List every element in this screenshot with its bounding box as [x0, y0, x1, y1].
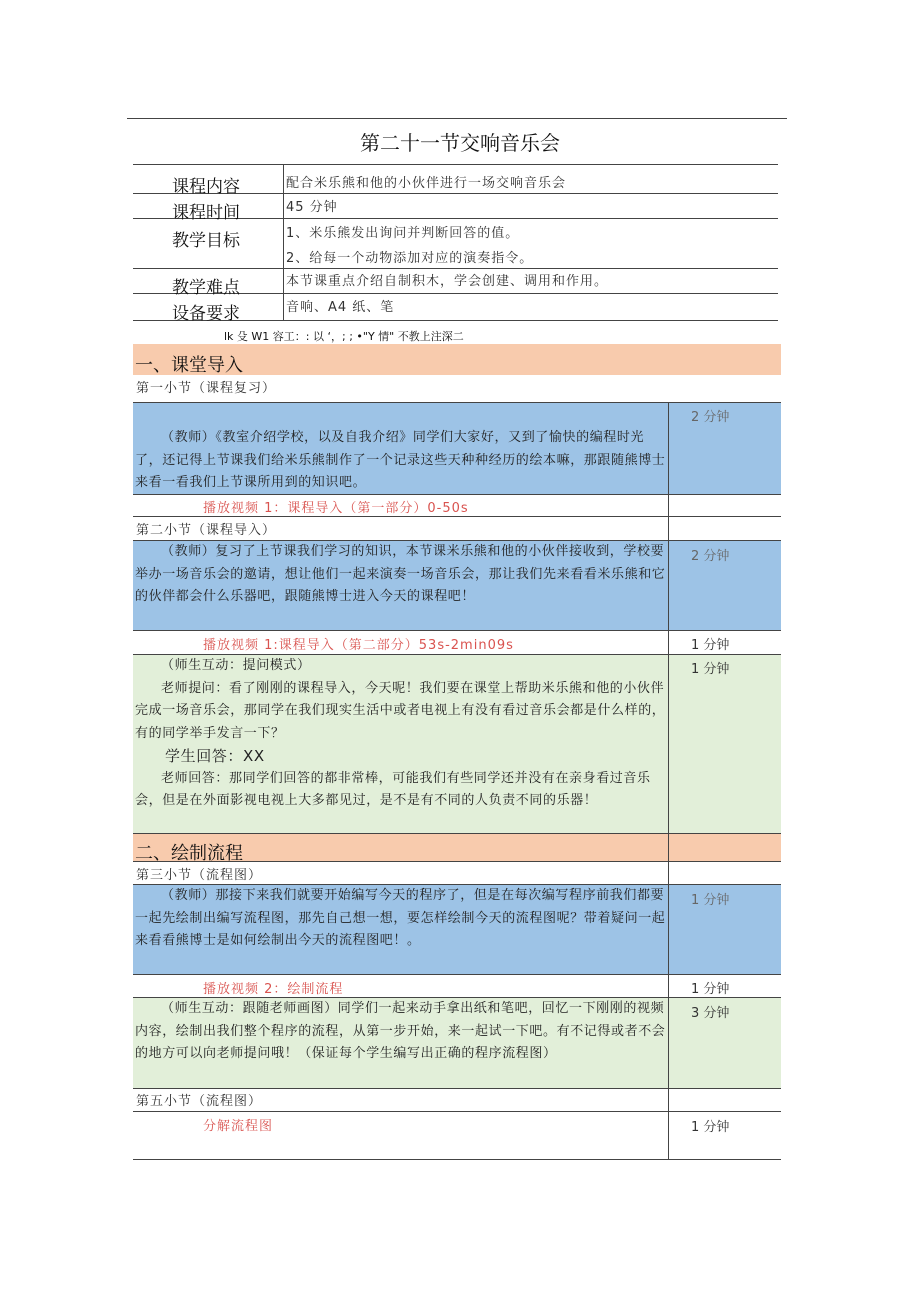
- interaction1-text: [135, 655, 667, 813]
- course-content-label: 课程内容: [172, 177, 240, 197]
- decompose-time: 1 分钟: [691, 1120, 730, 1135]
- interaction1-mode: （师生互动：提问模式）: [161, 658, 311, 673]
- subsection5-title: 第五小节（流程图）: [136, 1094, 263, 1109]
- objectives-label: 教学目标: [172, 231, 240, 251]
- interaction2-time: 3 分钟: [691, 1006, 730, 1021]
- interaction1-reply: 老师回答：那同学们回答的都非常棒，可能我们有些同学还并没有在亲身看过音乐会，但是在外面影视电视上大多都见过，是不是有不同的人负责不同的乐器！: [135, 770, 651, 808]
- section1-heading: 一、课堂导入: [135, 355, 243, 376]
- objectives-line2: 2、给每一个动物添加对应的演奏指令。: [286, 251, 534, 266]
- page-title: 第二十一节交响音乐会: [360, 131, 560, 155]
- subsection3-title: 第三小节（流程图）: [136, 868, 263, 883]
- garbled-note: lk 殳 W1 容工：: 以 ‘，; ; •"Y 情" 不教上注深二: [224, 330, 464, 343]
- top-rule: [127, 118, 787, 119]
- equipment-value: 音响、A4 纸、笔: [286, 300, 395, 315]
- video3-time: 1 分钟: [691, 982, 730, 997]
- difficulty-label: 教学难点: [172, 278, 240, 298]
- video3-label: 播放视频 2：绘制流程: [203, 982, 344, 997]
- subsection1-title: 第一小节（课程复习）: [136, 381, 277, 396]
- course-time-value: 45 分钟: [286, 200, 338, 215]
- block2-time: 2 分钟: [691, 549, 730, 564]
- video1-label: 播放视频 1：课程导入（第一部分）0-50s: [203, 501, 469, 516]
- subsection2-title: 第二小节（课程导入）: [136, 523, 277, 538]
- objectives-line1: 1、米乐熊发出询问并判断回答的值。: [286, 226, 520, 241]
- equipment-label: 设备要求: [172, 304, 240, 324]
- section2-heading: 二、绘制流程: [135, 843, 243, 864]
- block3-time: 1 分钟: [691, 893, 730, 908]
- course-time-label: 课程时间: [172, 203, 240, 223]
- video2-time: 1 分钟: [691, 638, 730, 653]
- interaction1-question: 老师提问：看了刚刚的课程导入，今天呢！我们要在课堂上帮助米乐熊和他的小伙伴完成一场音乐会，那同学在我们现实生活中或者电视上有没有看过音乐会都是什么样的，有的同学举手发言一下？: [135, 680, 666, 741]
- block1-time: 2 分钟: [691, 410, 730, 425]
- block1-text: （教师）《教室介绍学校，以及自我介绍》同学们大家好，又到了愉快的编程时光了，还记得上节课我们给米乐熊制作了一个记录这些天种种经历的绘本嘛，那跟随熊博士来看一看我们上节课所用到的知识吧。: [135, 430, 666, 490]
- block3-text: （教师）那接下来我们就要开始编写今天的程序了，但是在每次编写程序前我们都要一起先绘制出编写流程图，那先自己想一想，要怎样绘制今天的流程图呢？带着疑问一起来看看熊博士是如何绘制出今天的流程图吧！。: [135, 888, 666, 948]
- interaction1-answer: 学生回答：XX: [165, 747, 265, 765]
- block2-text: （教师）复习了上节课我们学习的知识，本节课米乐熊和他的小伙伴接收到，学校要举办一场音乐会的邀请，想让他们一起来演奏一场音乐会，那让我们先来看看米乐熊和它的伙伴都会什么乐器吧，跟随熊博士进入今天的课程吧！: [135, 544, 666, 604]
- interaction1-time: 1 分钟: [691, 662, 730, 677]
- difficulty-value: 本节课重点介绍自制积木，学会创建、调用和作用。: [286, 274, 609, 289]
- decompose-label: 分解流程图: [203, 1119, 274, 1134]
- interaction2-text: （师生互动：跟随老师画图）同学们一起来动手拿出纸和笔吧，回忆一下刚刚的视频内容，绘制出我们整个程序的流程，从第一步开始，来一起试一下吧。有不记得或者不会的地方可以向老师提问哦！（保证每个学生编写出正确的程序流程图）: [135, 1001, 666, 1061]
- video2-label: 播放视频 1:课程导入（第二部分）53s-2min09s: [203, 638, 514, 653]
- course-content-value: 配合米乐熊和他的小伙伴进行一场交响音乐会: [286, 176, 567, 191]
